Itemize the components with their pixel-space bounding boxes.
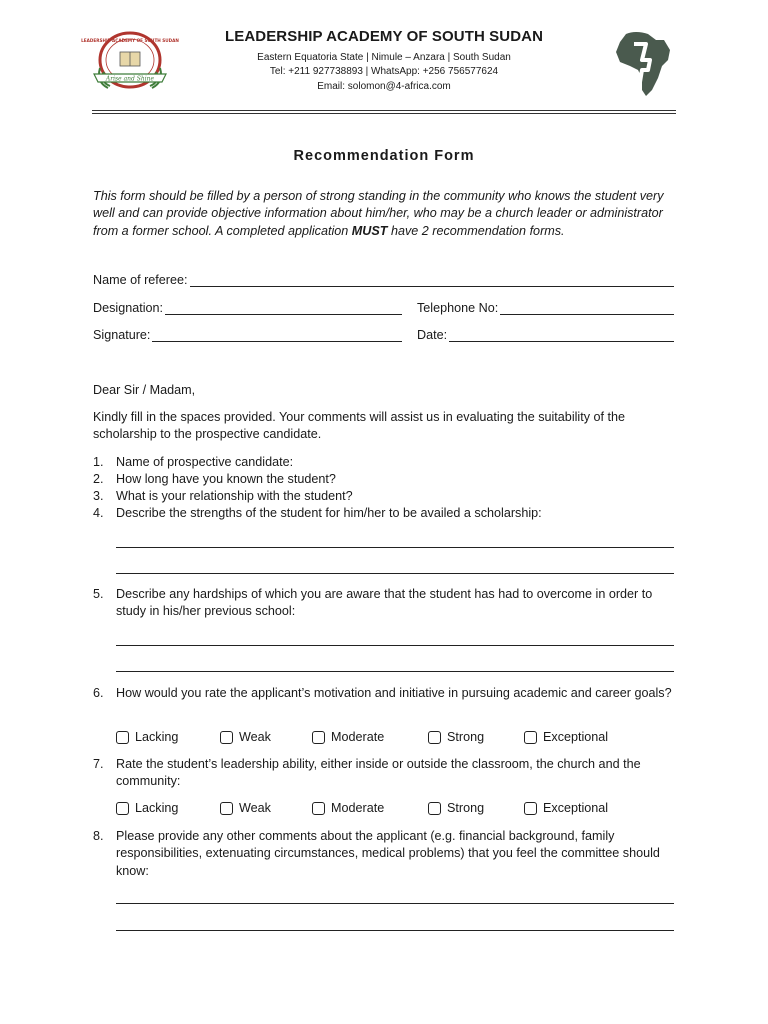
date-line[interactable] [449,327,674,342]
question-number: 2. [93,472,104,486]
date-field[interactable] [417,327,674,342]
leadership-option-lacking[interactable] [116,801,178,815]
designation-field[interactable] [93,300,402,315]
option-label: Exceptional [543,730,609,744]
answer-line[interactable] [116,930,674,931]
designation-label: Designation: [93,301,164,315]
question-text: Rate the student’s leadership ability, either inside or outside the classroom, the church and the community: [116,757,641,789]
option-label: Lacking [135,801,179,815]
academy-location: Eastern Equatoria State | Nimule – Anzara | South Sudan [257,52,511,63]
motivation-option-strong[interactable] [428,730,484,744]
answer-line[interactable] [116,645,674,646]
option-label: Lacking [135,730,179,744]
leadership-option-exceptional[interactable] [524,801,608,815]
intro-emphasis: MUST [351,223,388,238]
question-number: 8. [93,829,104,843]
answer-line[interactable] [116,547,674,548]
academy-crest-logo [81,30,179,96]
option-label: Strong [447,801,485,815]
checkbox[interactable] [116,802,129,815]
designation-line[interactable] [165,300,402,315]
answer-line[interactable] [116,573,674,574]
leadership-option-strong[interactable] [428,801,484,815]
checkbox[interactable] [116,731,129,744]
question-text: Name of prospective candidate: [116,455,294,469]
date-label: Date: [417,328,448,342]
checkbox[interactable] [312,802,325,815]
signature-field[interactable] [93,327,402,342]
option-label: Weak [239,730,271,744]
answer-line[interactable] [116,671,674,672]
intro-text-1: This form should be filled by a person of strong standing in the community who knows the student very well and can provide objective information about him/her, who may be a church leader or administrator from a former school. A completed application [93,189,664,238]
checkbox[interactable] [220,802,233,815]
motivation-option-moderate[interactable] [312,730,384,744]
telephone-label: Telephone No: [417,301,499,315]
referee-name-field[interactable] [93,272,674,287]
intro-text-2: have 2 recommendation forms. [387,223,565,238]
form-intro [93,188,677,240]
motivation-option-lacking[interactable] [116,730,178,744]
question-text: How would you rate the applicant’s motivation and initiative in pursuing academic and career goals? [116,686,672,700]
instructions: Kindly fill in the spaces provided. Your comments will assist us in evaluating the suitability of the scholarship to the prospective candidate. [93,410,626,442]
signature-line[interactable] [152,327,402,342]
question-text: Please provide any other comments about the applicant (e.g. financial background, family responsibilities, extenuating circumstances, medical problems) that you feel the committee should know: [116,829,660,878]
option-label: Moderate [331,730,385,744]
motivation-option-exceptional[interactable] [524,730,608,744]
crest-motto: Arise and Shine [105,75,155,83]
checkbox[interactable] [524,731,537,744]
checkbox[interactable] [312,731,325,744]
salutation: Dear Sir / Madam, [93,383,196,397]
motivation-option-weak[interactable] [220,730,271,744]
crest-top-text: LEADERSHIP ACADEMY OF SOUTH SUDAN [81,38,179,43]
signature-label: Signature: [93,328,151,342]
referee-name-line[interactable] [190,272,675,287]
option-label: Weak [239,801,271,815]
telephone-field[interactable] [417,300,674,315]
question-number: 4. [93,506,104,520]
checkbox[interactable] [524,802,537,815]
checkbox[interactable] [220,731,233,744]
question-number: 6. [93,686,104,700]
header-rule-bottom [92,113,676,114]
question-text: Describe any hardships of which you are aware that the student has had to overcome in order to study in his/her previous school: [116,587,653,619]
academy-email: Email: solomon@4-africa.com [317,81,451,92]
option-label: Exceptional [543,801,609,815]
africa-map-logo [612,30,674,98]
question-number: 5. [93,587,104,601]
option-label: Moderate [331,801,385,815]
leadership-option-moderate[interactable] [312,801,384,815]
telephone-line[interactable] [500,300,674,315]
referee-name-label: Name of referee: [93,273,188,287]
leadership-option-weak[interactable] [220,801,271,815]
question-text: Describe the strengths of the student for him/her to be availed a scholarship: [116,506,542,520]
form-title: Recommendation Form [293,148,475,164]
header-rule-top [92,110,676,111]
question-text: How long have you known the student? [116,472,336,486]
checkbox[interactable] [428,731,441,744]
question-number: 3. [93,489,104,503]
answer-line[interactable] [116,903,674,904]
academy-phones: Tel: +211 927738893 | WhatsApp: +256 756577624 [269,66,499,77]
question-number: 7. [93,757,104,771]
option-label: Strong [447,730,485,744]
question-number: 1. [93,455,104,469]
question-text: What is your relationship with the student? [116,489,353,503]
academy-name: LEADERSHIP ACADEMY OF SOUTH SUDAN [224,28,544,45]
checkbox[interactable] [428,802,441,815]
